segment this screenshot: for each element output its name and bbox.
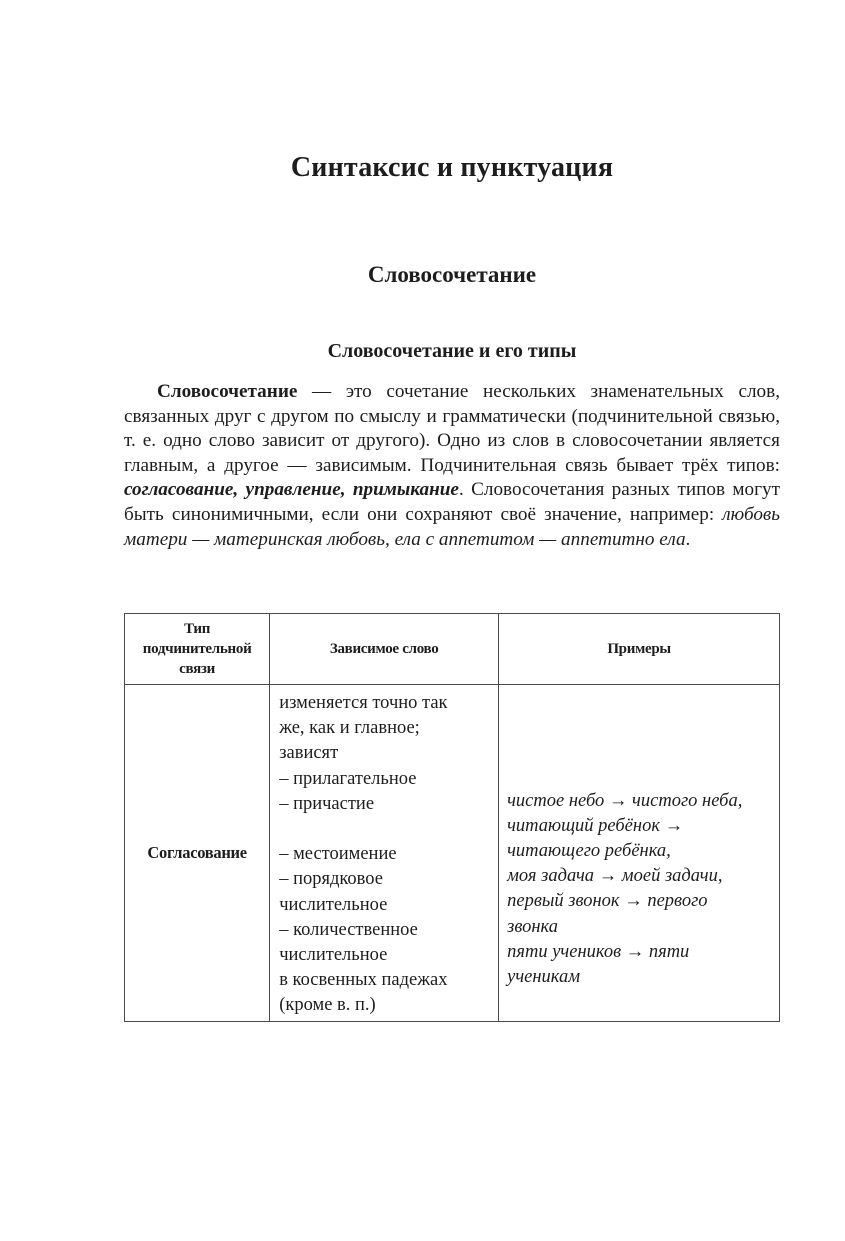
dependent-line: числительное — [279, 945, 388, 966]
header-line: связи — [179, 661, 216, 677]
subsection-title: Словосочетание и его типы — [327, 340, 577, 362]
link-types-list: согласование, управление, примыкание — [124, 479, 459, 501]
example-line: моя задача → моей задачи, — [507, 866, 723, 887]
dependent-line: зависят — [279, 743, 339, 764]
dependent-word-cell — [270, 685, 499, 1022]
defined-term: Словосочетание — [157, 381, 298, 402]
link-types-table — [124, 613, 780, 1022]
example-line: пяти учеников → пяти — [507, 941, 690, 962]
paragraph-text-3: . — [685, 528, 691, 550]
dependent-line: – порядковое — [279, 869, 383, 890]
dependent-line: числительное — [279, 894, 388, 915]
link-type-cell: Согласование — [125, 685, 270, 1022]
example-line: первый звонок → первого — [507, 891, 708, 912]
paragraph-text-1: — это сочетание нескольких знаменательных слов, связанных друг с другом по смыслу и грамматически (подчинительной связью, т. е. одно слово зависит от другого). Одно из слов в словосочетании является главным, а другое — зависимым. Подчинительная связь бывает трёх типов: — [124, 381, 780, 476]
blank-line — [279, 817, 490, 842]
examples-cell — [499, 685, 780, 1022]
synonym-examples: любовь матери — материнская любовь, ела с аппетитом — аппетитно ела — [124, 503, 780, 550]
header-line: подчинительной — [142, 641, 252, 657]
table-header-row — [125, 614, 780, 685]
header-link-type — [125, 614, 270, 685]
dependent-line: же, как и главное; — [279, 718, 420, 739]
table-row — [125, 685, 780, 1022]
example-line: читающий ребёнок → — [507, 815, 684, 836]
dependent-line: в косвенных падежах — [279, 970, 448, 991]
definition-paragraph — [124, 380, 780, 552]
dependent-line: – местоимение — [279, 844, 397, 865]
header-line: Тип — [184, 621, 211, 637]
header-dependent-word: Зависимое слово — [270, 614, 499, 685]
dependent-line: – прилагательное — [279, 768, 417, 789]
example-line: чистое небо → чистого неба, — [507, 790, 743, 811]
paragraph-text-2: . Словосочетания разных типов могут быть синонимичными, если они сохраняют своё значение, например: — [124, 479, 780, 525]
chapter-title: Синтаксис и пунктуация — [290, 152, 614, 183]
dependent-line: – количественное — [279, 919, 418, 940]
dependent-line: – причастие — [279, 793, 375, 814]
dependent-line: (кроме в. п.) — [279, 995, 376, 1016]
dependent-line: изменяется точно так — [279, 693, 448, 713]
header-examples: Примеры — [499, 614, 780, 685]
section-title: Словосочетание — [367, 262, 537, 287]
example-line: читающего ребёнка, — [507, 840, 671, 861]
example-line: звонка — [507, 916, 558, 937]
example-line: ученикам — [507, 966, 581, 987]
